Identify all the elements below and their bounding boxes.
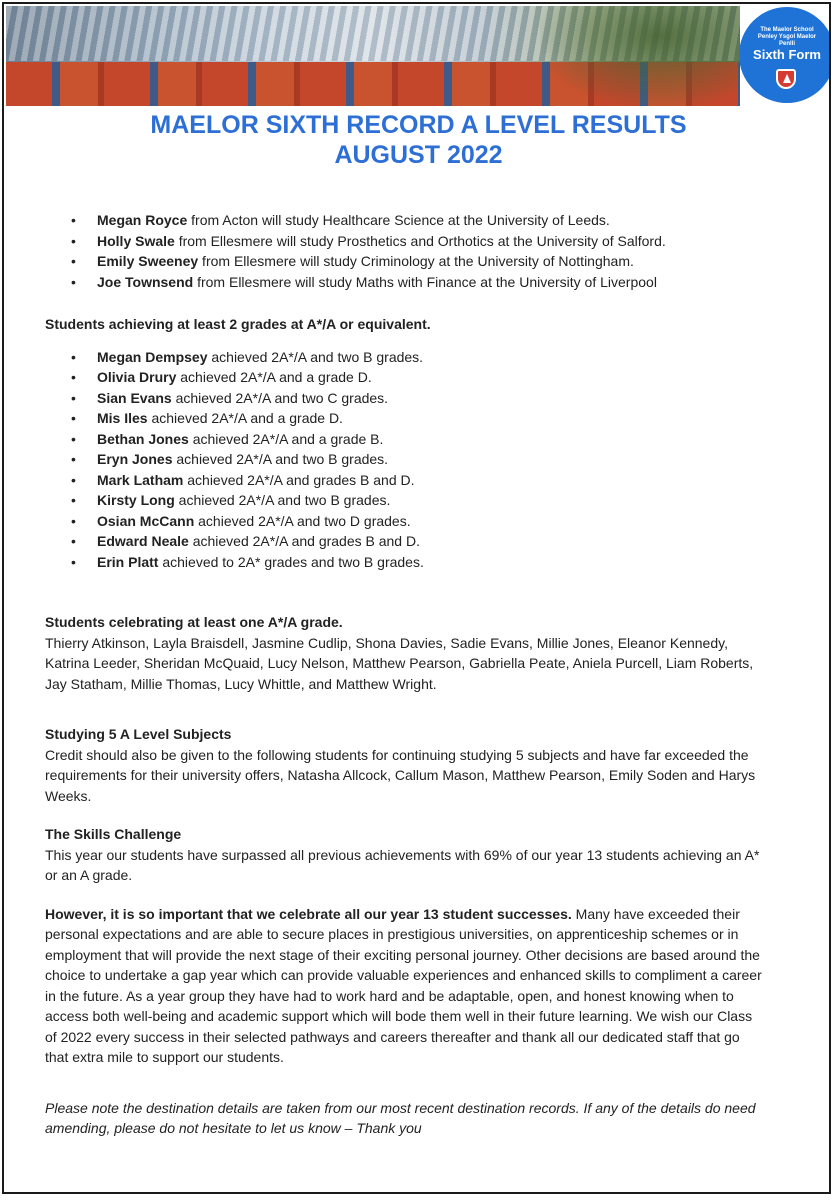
celebrate-paragraph: [45, 904, 765, 1068]
student-name: Sian Evans: [97, 389, 172, 406]
banner-image: [6, 6, 740, 106]
list-item: [45, 388, 765, 409]
student-name: Megan Dempsey: [97, 348, 208, 365]
destination-text: from Ellesmere will study Prosthetics and Orthotics at the University of Salford.: [174, 232, 666, 249]
five-subjects-text: Credit should also be given to the following students for continuing studying 5 subjects and have far exceeded the requirements for their university offers, Natasha Allcock, Callum Mason, Matthew Pearson, Emily Soden and Harys Weeks.: [45, 746, 756, 804]
list-item: [45, 449, 765, 470]
one-grade-text: Thierry Atkinson, Layla Braisdell, Jasmine Cudlip, Shona Davies, Sadie Evans, Millie Jones, Eleanor Kennedy, Katrina Leeder, Sheridan McQuaid, Lucy Nelson, Matthew Pearson, Gabriella Peate, Aniela Purcell, Liam Roberts, Jay Statham, Millie Thomas, Lucy Whittle, and Matthew Wright.: [45, 634, 754, 692]
sixth-form-logo: [739, 7, 831, 103]
grade-text: achieved 2A*/A and grades B and D.: [188, 533, 420, 549]
list-item: [45, 231, 765, 252]
student-name: Edward Neale: [97, 533, 189, 549]
student-name: Mis Iles: [97, 410, 148, 426]
list-item: [45, 531, 765, 552]
list-item: [45, 511, 765, 532]
footer-note: Please note the destination details are taken from our most recent destination records. If any of the details do need amending, please do not hesitate to let us know – Thank you: [45, 1099, 756, 1136]
list-item: [45, 272, 765, 293]
student-name: Joe Townsend: [97, 273, 194, 290]
student-name: Holly Swale: [97, 232, 175, 249]
banner-tree: [540, 6, 740, 106]
two-grades-list: [45, 347, 765, 573]
logo-label: Sixth Form: [753, 47, 821, 62]
list-item: [45, 470, 765, 491]
list-item: [45, 251, 765, 272]
document-page: [2, 2, 831, 1194]
grade-text: achieved 2A*/A and two D grades.: [194, 512, 411, 529]
list-item: [45, 490, 765, 511]
celebrate-text: Many have exceeded their personal expectations and are able to secure places in prestigious universities, on apprenticeship schemes or in employment that will provide the next stage of their exciting personal journey. Other decisions are based around the choice to undertake a gap year which can provide valuable experiences and enhanced skills to compliment a career in the future. As a year group they have had to work hard and be adaptable, open, and honest knowing when to access both well-being and academic support which will bode them well in their future learning. We wish our Class of 2022 every success in their selected pathways and careers thereafter and thank all our dedicated staff that go that extra mile to support our students.: [45, 905, 762, 1065]
destination-text: from Acton will study Healthcare Science at the University of Leeds.: [187, 212, 610, 228]
student-name: Megan Royce: [97, 212, 188, 228]
grade-text: achieved 2A*/A and two B grades.: [174, 492, 391, 508]
page-title: [4, 110, 831, 170]
grade-text: achieved 2A*/A and two B grades.: [172, 451, 389, 467]
celebrate-lead: However, it is so important that we celebrate all our year 13 student successes.: [45, 905, 572, 922]
list-item: [45, 210, 765, 231]
grade-text: achieved 2A*/A and a grade D.: [176, 369, 372, 385]
title-line-2: AUGUST 2022: [334, 141, 503, 169]
grade-text: achieved 2A*/A and a grade B.: [188, 430, 384, 447]
list-item: [45, 367, 765, 388]
student-name: Erin Platt: [97, 553, 159, 570]
grade-text: achieved 2A*/A and grades B and D.: [183, 471, 415, 488]
skills-heading: The Skills Challenge: [45, 826, 182, 842]
list-item: [45, 408, 765, 429]
five-subjects-heading: Studying 5 A Level Subjects: [45, 726, 232, 742]
one-grade-heading: Students celebrating at least one A*/A grade.: [45, 614, 343, 630]
destination-text: from Ellesmere will study Maths with Finance at the University of Liverpool: [193, 273, 657, 290]
skills-text: This year our students have surpassed all previous achievements with 69% of our year 13 students achieving an A* or an A grade.: [45, 846, 760, 883]
logo-school-name: The Maelor School Penley Ysgol Maelor Penlli: [757, 27, 817, 47]
grade-text: achieved to 2A* grades and two B grades.: [158, 553, 424, 570]
destination-text: from Ellesmere will study Criminology at the University of Nottingham.: [198, 253, 634, 269]
title-line-1: MAELOR SIXTH RECORD A LEVEL RESULTS: [150, 111, 687, 139]
student-name: Kirsty Long: [97, 492, 175, 508]
student-name: Emily Sweeney: [97, 253, 199, 269]
destinations-list: [45, 210, 765, 292]
list-item: [45, 552, 765, 573]
crest-icon: [776, 69, 796, 89]
student-name: Bethan Jones: [97, 430, 189, 447]
grade-text: achieved 2A*/A and a grade D.: [147, 410, 343, 426]
grade-text: achieved 2A*/A and two C grades.: [171, 389, 389, 406]
document-body: [45, 210, 765, 1139]
student-name: Olivia Drury: [97, 369, 177, 385]
grade-text: achieved 2A*/A and two B grades.: [207, 348, 424, 365]
list-item: [45, 429, 765, 450]
list-item: [45, 347, 765, 368]
two-grades-heading: Students achieving at least 2 grades at A*/A or equivalent.: [45, 316, 431, 332]
student-name: Osian McCann: [97, 512, 195, 529]
student-name: Eryn Jones: [97, 451, 173, 467]
student-name: Mark Latham: [97, 471, 184, 488]
